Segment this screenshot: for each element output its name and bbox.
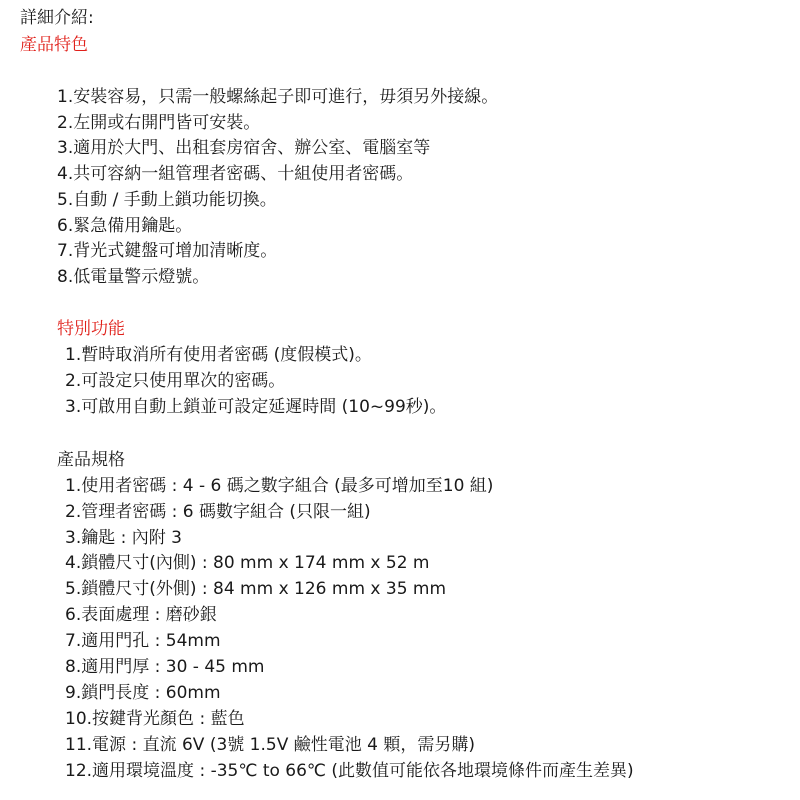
spec-item: 8.適用門厚 : 30 - 45 mm [65,657,265,677]
feature-item: 7.背光式鍵盤可增加清晰度。 [57,241,278,261]
feature-item: 5.自動 / 手動上鎖功能切換。 [57,190,277,210]
special-item: 3.可啟用自動上鎖並可設定延遲時間 (10~99秒)。 [65,397,447,417]
feature-item: 2.左開或右開門皆可安裝。 [57,113,261,133]
spec-item: 5.鎖體尺寸(外側) : 84 mm x 126 mm x 35 mm [65,579,447,599]
special-title: 特別功能 [57,319,125,339]
intro-label: 詳細介紹: [20,8,94,28]
spec-item: 4.鎖體尺寸(內側) : 80 mm x 174 mm x 52 m [65,553,430,573]
feature-item: 3.適用於大門、出租套房宿舍、辦公室、電腦室等 [57,138,431,158]
spec-item: 11.電源 : 直流 6V (3號 1.5V 鹼性電池 4 顆，需另購) [65,735,475,755]
feature-item: 6.緊急備用鑰匙。 [57,216,193,236]
features-title: 產品特色 [20,35,88,55]
spec-item: 2.管理者密碼 : 6 碼數字組合 (只限一組) [65,502,371,522]
spec-item: 6.表面處理 : 磨砂銀 [65,605,217,625]
spec-item: 3.鑰匙 : 內附 3 [65,528,182,548]
spec-item: 9.鎖門長度 : 60mm [65,683,221,703]
spec-item: 10.按鍵背光顏色 : 藍色 [65,709,245,729]
feature-item: 1.安裝容易，只需一般螺絲起子即可進行，毋須另外接線。 [57,87,499,107]
spec-item: 7.適用門孔 : 54mm [65,631,221,651]
feature-item: 4.共可容納一組管理者密碼、十組使用者密碼。 [57,164,414,184]
spec-item: 1.使用者密碼 : 4 - 6 碼之數字組合 (最多可增加至10 組) [65,476,494,496]
specs-title: 產品規格 [57,450,125,470]
feature-item: 8.低電量警示燈號。 [57,267,210,287]
special-item: 1.暫時取消所有使用者密碼 (度假模式)。 [65,345,372,365]
spec-item: 12.適用環境溫度 : -35℃ to 66℃ (此數值可能依各地環境條件而產生差異) [65,761,634,781]
special-item: 2.可設定只使用單次的密碼。 [65,371,286,391]
